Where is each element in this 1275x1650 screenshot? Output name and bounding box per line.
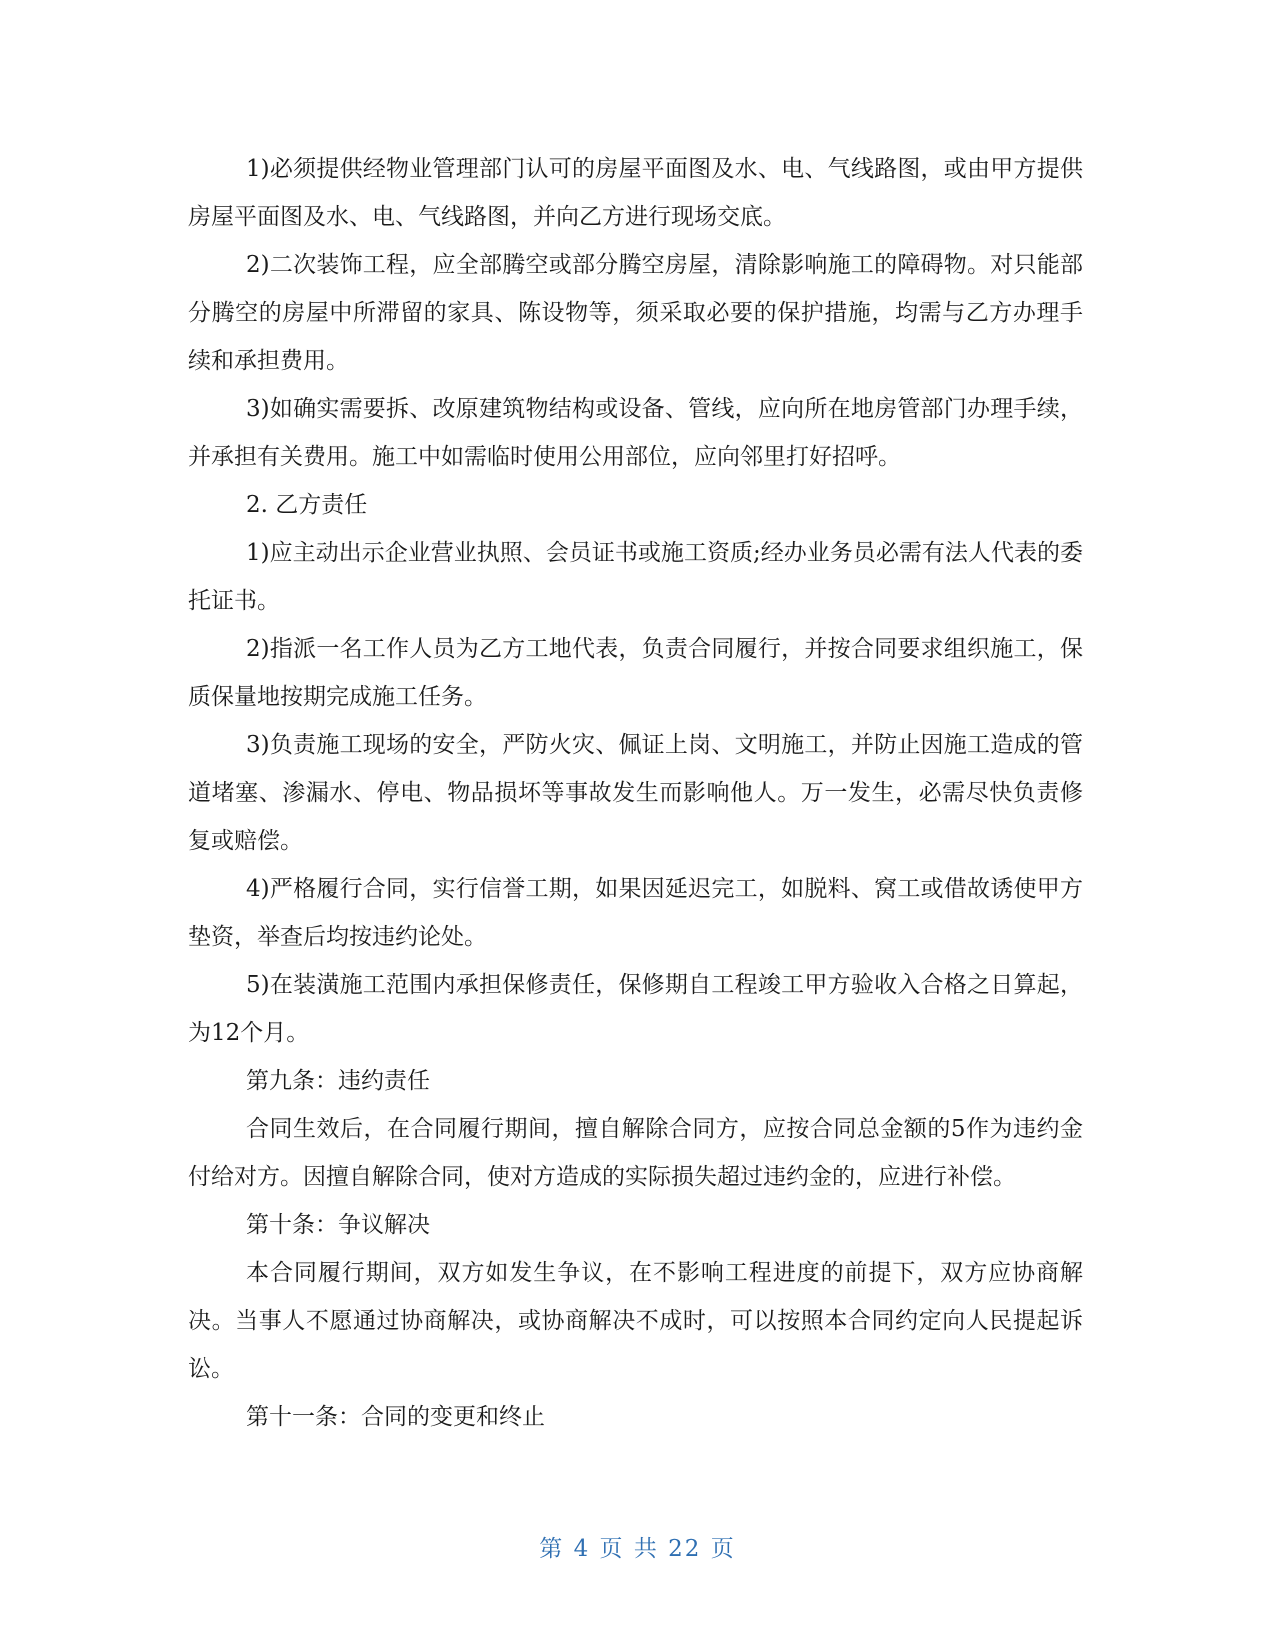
article-heading-9: 第九条：违约责任: [246, 1068, 430, 1094]
paragraph-party-b-duty-2: 2)指派一名工作人员为乙方工地代表，负责合同履行，并按合同要求组织施工，保质保量地按期完成施工任务。: [188, 636, 1083, 710]
paragraph-dispute-resolution: 本合同履行期间，双方如发生争议，在不影响工程进度的前提下，双方应协商解决。当事人不愿通过协商解决，或协商解决不成时，可以按照本合同约定向人民提起诉讼。: [188, 1260, 1083, 1382]
paragraph-party-b-duty-3: 3)负责施工现场的安全，严防火灾、佩证上岗、文明施工，并防止因施工造成的管道堵塞、渗漏水、停电、物品损坏等事故发生而影响他人。万一发生，必需尽快负责修复或赔偿。: [188, 732, 1083, 854]
paragraph-breach-liability: 合同生效后，在合同履行期间，擅自解除合同方，应按合同总金额的5作为违约金付给对方。因擅自解除合同，使对方造成的实际损失超过违约金的，应进行补偿。: [188, 1116, 1083, 1190]
paragraph-party-b-duty-5: 5)在装潢施工范围内承担保修责任，保修期自工程竣工甲方验收入合格之日算起，为12个月。: [188, 972, 1083, 1046]
paragraph-party-a-duty-2: 2)二次装饰工程，应全部腾空或部分腾空房屋，清除影响施工的障碍物。对只能部分腾空的房屋中所滞留的家具、陈设物等，须采取必要的保护措施，均需与乙方办理手续和承担费用。: [188, 252, 1083, 374]
section-heading-party-b: 2. 乙方责任: [246, 492, 368, 518]
paragraph-party-a-duty-1: 1)必须提供经物业管理部门认可的房屋平面图及水、电、气线路图，或由甲方提供房屋平面图及水、电、气线路图，并向乙方进行现场交底。: [188, 156, 1083, 230]
page-footer: [0, 1530, 1275, 1563]
paragraph-party-b-duty-4: 4)严格履行合同，实行信誉工期，如果因延迟完工，如脱料、窝工或借故诱使甲方垫资，举查后均按违约论处。: [188, 876, 1083, 950]
article-heading-11: 第十一条：合同的变更和终止: [246, 1404, 545, 1430]
paragraph-party-a-duty-3: 3)如确实需要拆、改原建筑物结构或设备、管线，应向所在地房管部门办理手续，并承担有关费用。施工中如需临时使用公用部位，应向邻里打好招呼。: [188, 396, 1083, 470]
document-body: [188, 145, 1083, 1441]
article-heading-10: 第十条：争议解决: [246, 1212, 430, 1238]
paragraph-party-b-duty-1: 1)应主动出示企业营业执照、会员证书或施工资质;经办业务员必需有法人代表的委托证书。: [188, 540, 1083, 614]
page-number: 第 4 页 共 22 页: [539, 1536, 736, 1562]
